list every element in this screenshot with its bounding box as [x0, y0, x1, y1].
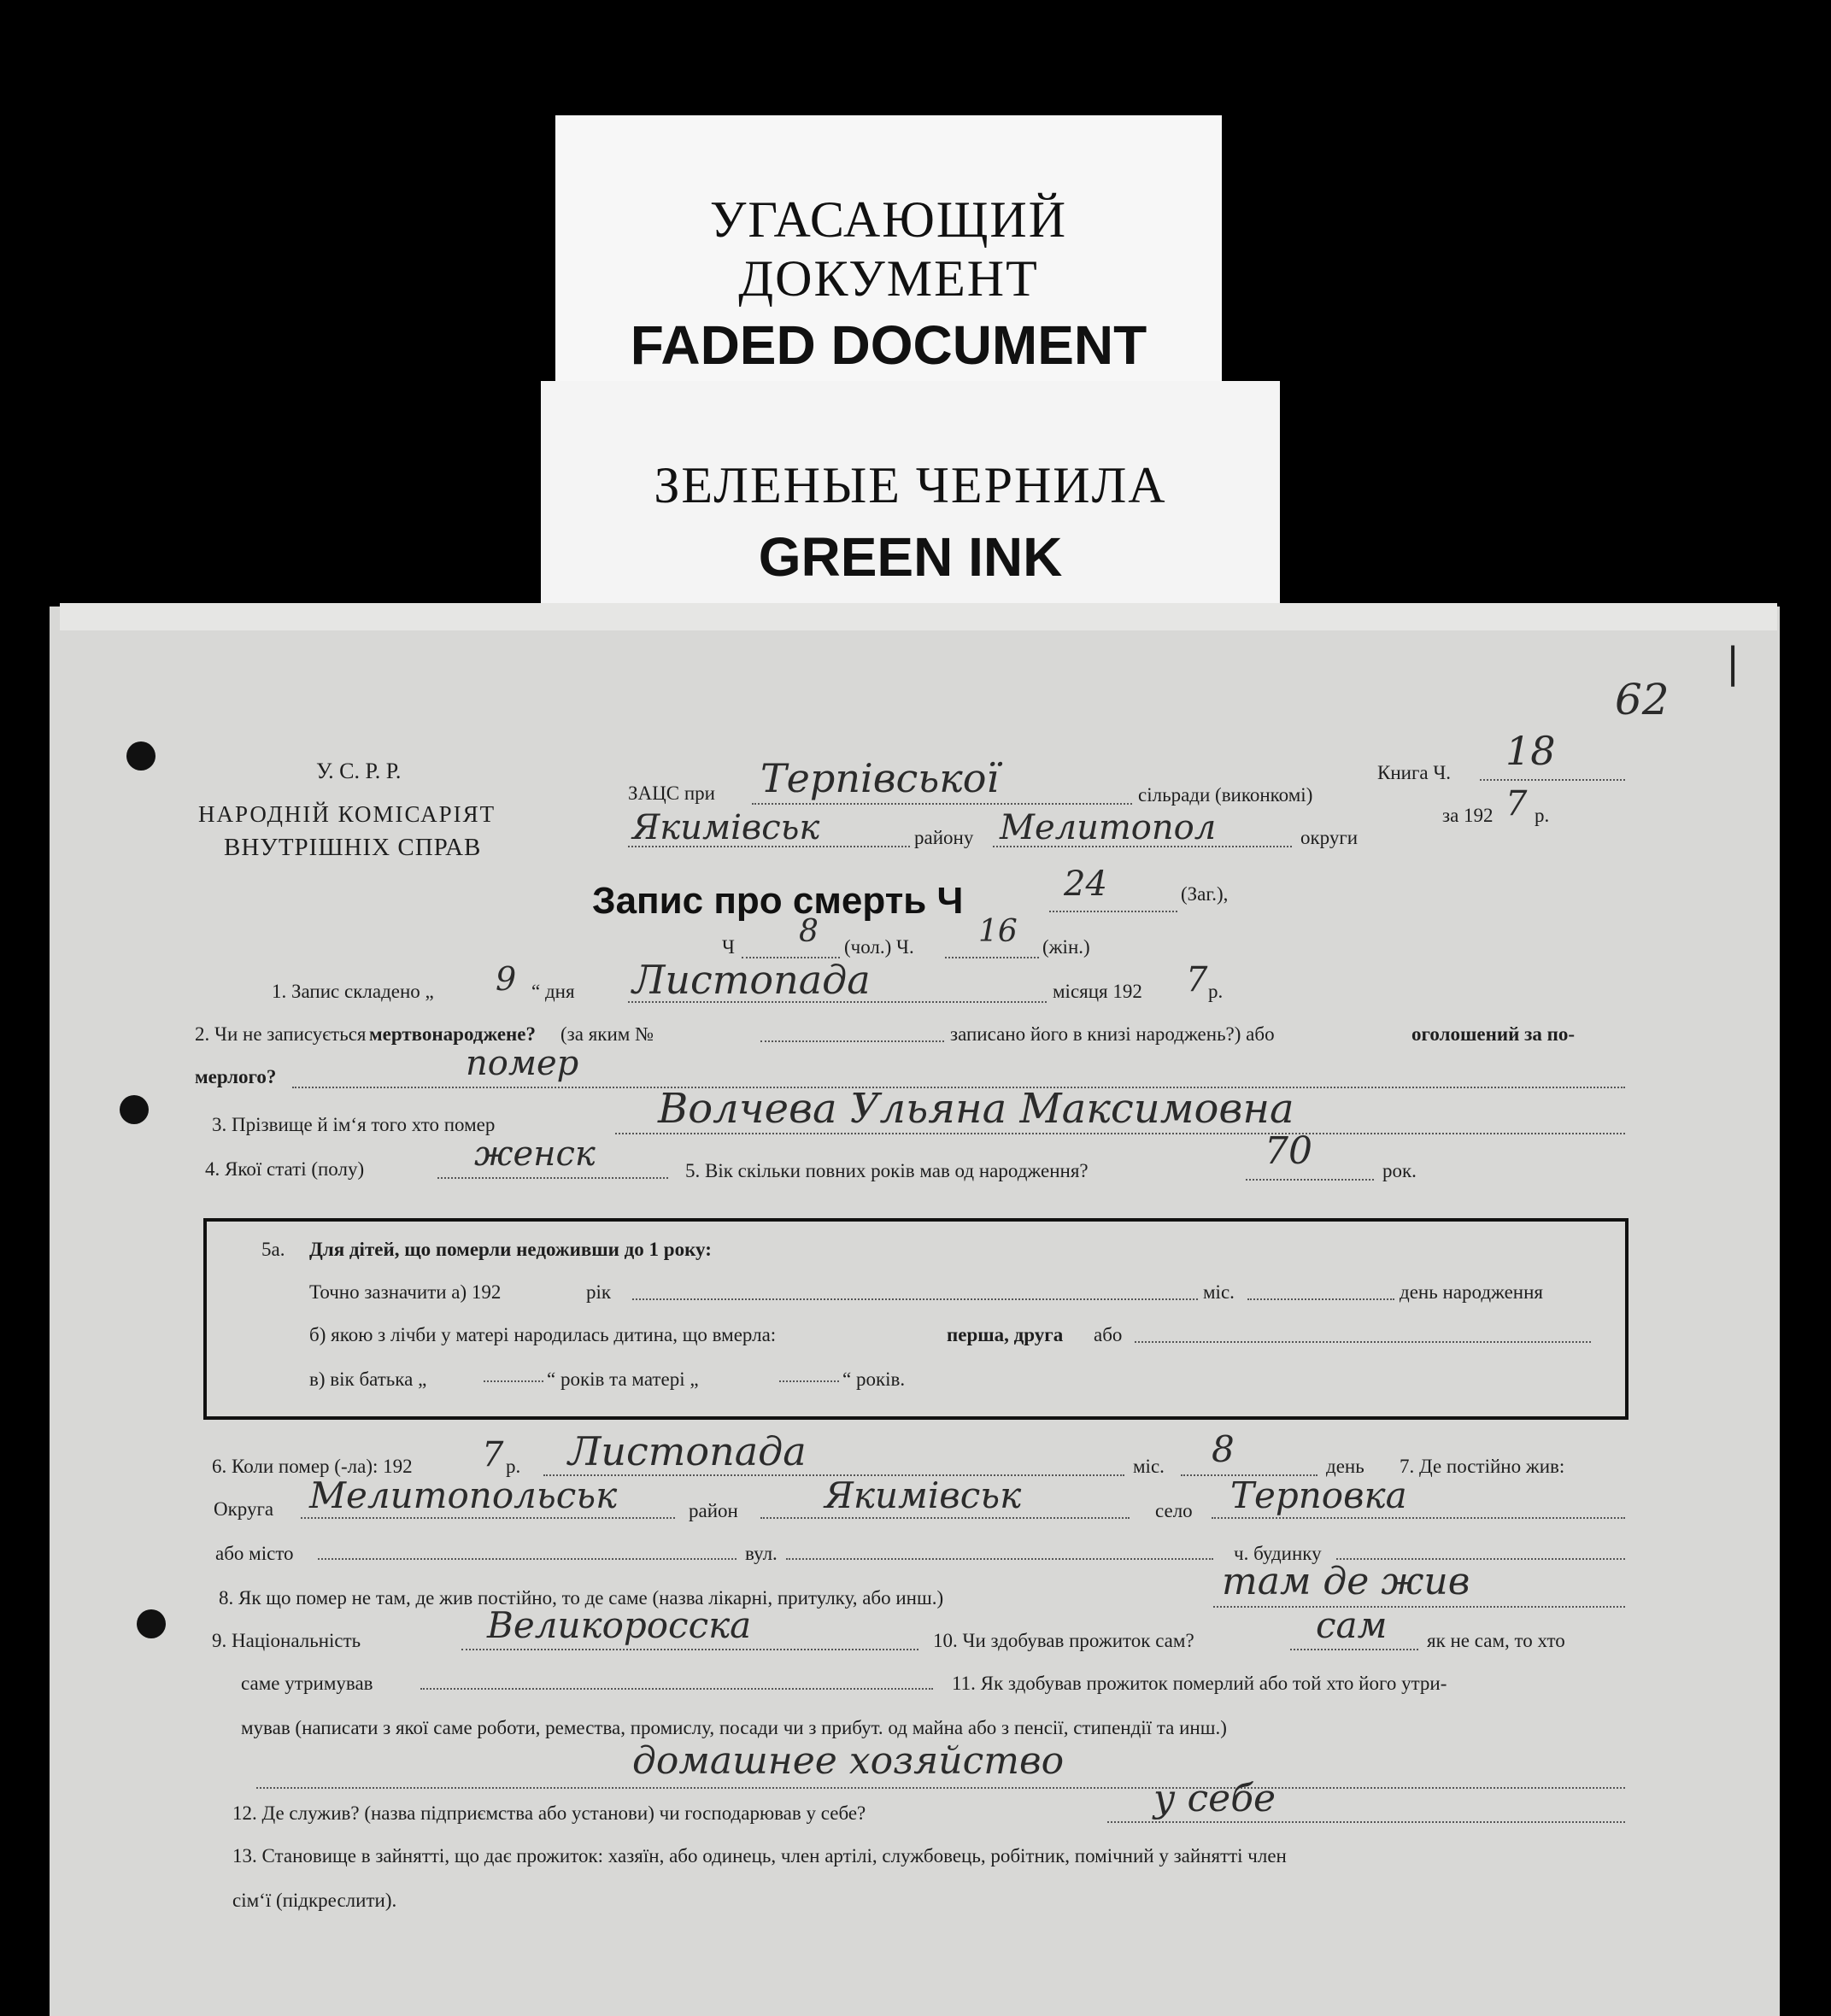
field1-year-suffix: р. [1208, 981, 1224, 1002]
field1-day-label: “ дня [531, 981, 575, 1002]
sex-value: женск [474, 1134, 596, 1174]
field11-line2: мував (написати з якої саме роботи, ремества, промислу, посади чи з прибут. од майна або з пенсії, стипендії та инш.) [241, 1717, 1227, 1738]
female-value: 16 [978, 914, 1018, 949]
field5a-a4: день народження [1400, 1281, 1544, 1303]
year-suffix: р. [1535, 805, 1550, 826]
vul-label: вул. [745, 1543, 778, 1564]
field4-label: 4. Якої статі (полу) [205, 1158, 365, 1180]
field2-text-f: мерлого? [195, 1066, 277, 1087]
selo-label: село [1155, 1500, 1193, 1521]
field1-label: 1. Запис складено „ [272, 981, 434, 1002]
punch-hole [120, 1095, 149, 1124]
okrug-label: Округа [214, 1498, 274, 1520]
year-label: за 192 [1442, 805, 1494, 826]
death-day-label: день [1326, 1456, 1364, 1477]
age-suffix: рок. [1382, 1160, 1417, 1181]
death-day: 8 [1212, 1428, 1235, 1470]
death-year: 7 [482, 1435, 504, 1474]
field3-label: 3. Прізвище й ім‘я того хто помер [212, 1114, 496, 1135]
field5a-c1: в) вік батька „ [309, 1368, 427, 1390]
occupation: домашнее хозяйство [632, 1739, 1065, 1783]
male-value: 8 [799, 914, 819, 949]
rayon-value: Якимівськ [825, 1474, 1022, 1516]
field7-label: 7. Де постійно жив: [1400, 1456, 1565, 1477]
field1-month: Листопада [632, 957, 871, 1003]
field2-text-c: (за яким № [560, 1023, 654, 1045]
budynok-label: ч. будинку [1234, 1543, 1322, 1564]
record-total-label: (Заг.), [1181, 883, 1229, 905]
self-supporting: сам [1316, 1604, 1388, 1646]
rayon-label: район [689, 1500, 738, 1521]
okrug-value: Мелитопол [1000, 808, 1217, 847]
commissariat-line1: НАРОДНІЙ КОМІСАРІЯТ [198, 801, 496, 827]
death-month: Листопада [568, 1428, 807, 1474]
okrug-value: Мелитопольськ [309, 1474, 618, 1516]
field5a-b1: б) якою з лічби у матері народилась дитина, що вмерла: [309, 1324, 777, 1345]
punch-hole [126, 741, 156, 771]
field5a-a2: рік [586, 1281, 612, 1303]
field11-label: 11. Як здобував прожиток померлий або той хто його утри- [952, 1673, 1447, 1694]
field13-line2: сім‘ї (підкреслити). [232, 1890, 397, 1911]
field5a-b2: перша, друга [947, 1324, 1064, 1345]
notice-ru-text: ЗЕЛЕНЫЕ ЧЕРНИЛА [654, 457, 1167, 513]
death-month-label: міс. [1133, 1456, 1165, 1477]
commissariat-line2: ВНУТРІШНІХ СПРАВ [224, 834, 482, 861]
field2-text-a: 2. Чи не записується [195, 1023, 367, 1045]
field13-line1: 13. Становище в зайнятті, що дає прожиток: хазяїн, або одинець, член артілі, службовець, робітник, помічний у зайнятті член [232, 1845, 1287, 1867]
notice-ru-text: УГАСАЮЩИЙ ДОКУМЕНТ [709, 191, 1068, 307]
field8-label: 8. Як що помер не там, де жив постійно, то де саме (назва лікарні, притулку, або инш.) [219, 1587, 944, 1609]
notice-en-text: GREEN INK [758, 526, 1063, 588]
field5a-title: Для дітей, що померли недоживши до 1 року: [309, 1239, 712, 1260]
field9-label: 9. Національність [212, 1630, 361, 1651]
workplace: у себе [1153, 1777, 1276, 1820]
field5a-a3: міс. [1203, 1281, 1235, 1303]
deceased-name: Волчева Ульяна Максимовна [658, 1085, 1294, 1133]
field2-value: помер [466, 1044, 579, 1083]
death-place: там де жив [1222, 1560, 1470, 1603]
field5a-c3: “ років. [842, 1368, 906, 1390]
okrug-label: округи [1300, 827, 1359, 848]
selo-value: Терповка [1230, 1474, 1407, 1516]
punch-hole [137, 1609, 166, 1638]
field1-month-label: місяця 192 [1053, 981, 1142, 1002]
field2-text-b: мертвонароджене? [369, 1023, 536, 1045]
faded-document-notice [555, 115, 1222, 397]
field2-text-d: записано його в книзі народжень?) або [950, 1023, 1275, 1045]
field5-label: 5. Вік скільки повних років мав од народження? [685, 1160, 1089, 1181]
field5a-label: 5а. [261, 1239, 285, 1260]
notice-en-text: FADED DOCUMENT [630, 314, 1147, 376]
field5a-c2: “ років та матері „ [547, 1368, 699, 1390]
age-value: 70 [1265, 1129, 1312, 1173]
ussr-label: У. С. Р. Р. [316, 759, 402, 783]
field6-label: 6. Коли помер (-ла): 192 [212, 1456, 413, 1477]
village-council-label: сільради (виконкомі) [1138, 784, 1313, 806]
margin-mark: | [1726, 639, 1740, 687]
district-value: Якимівськ [632, 808, 820, 847]
field5a-b3: або [1094, 1324, 1123, 1345]
record-title: Запис про смерть Ч [592, 880, 964, 922]
field12-label: 12. Де служив? (назва підприємства або установи) чи господарював у себе? [232, 1802, 866, 1824]
green-ink-notice [541, 381, 1280, 612]
zags-value: Терпівської [760, 755, 1000, 801]
record-number: 24 [1064, 864, 1107, 904]
male-prefix: Ч [722, 936, 735, 958]
female-label: (жін.) [1042, 936, 1090, 958]
book-label: Книга Ч. [1377, 762, 1452, 783]
book-value: 18 [1505, 728, 1556, 774]
field2-text-e: оголошений за по- [1411, 1023, 1576, 1045]
field1-day: 9 [496, 960, 517, 998]
field5a-a1: Точно зазначити а) 192 [309, 1281, 502, 1303]
zags-label: ЗАЦС при [628, 782, 715, 804]
sheet-edge [60, 603, 1777, 630]
nationality: Великоросска [487, 1604, 752, 1646]
page-number: 62 [1615, 675, 1670, 724]
district-label: районy [914, 827, 974, 848]
field10-label: 10. Чи здобував прожиток сам? [933, 1630, 1194, 1651]
field1-year: 7 [1186, 960, 1208, 999]
male-label: (чол.) Ч. [844, 936, 914, 958]
field10-line2: саме утримував [241, 1673, 373, 1694]
misto-label: або місто [215, 1543, 294, 1564]
year-value: 7 [1505, 784, 1528, 823]
field10-suffix: як не сам, то хто [1427, 1630, 1565, 1651]
death-year-suffix: р. [506, 1456, 521, 1477]
